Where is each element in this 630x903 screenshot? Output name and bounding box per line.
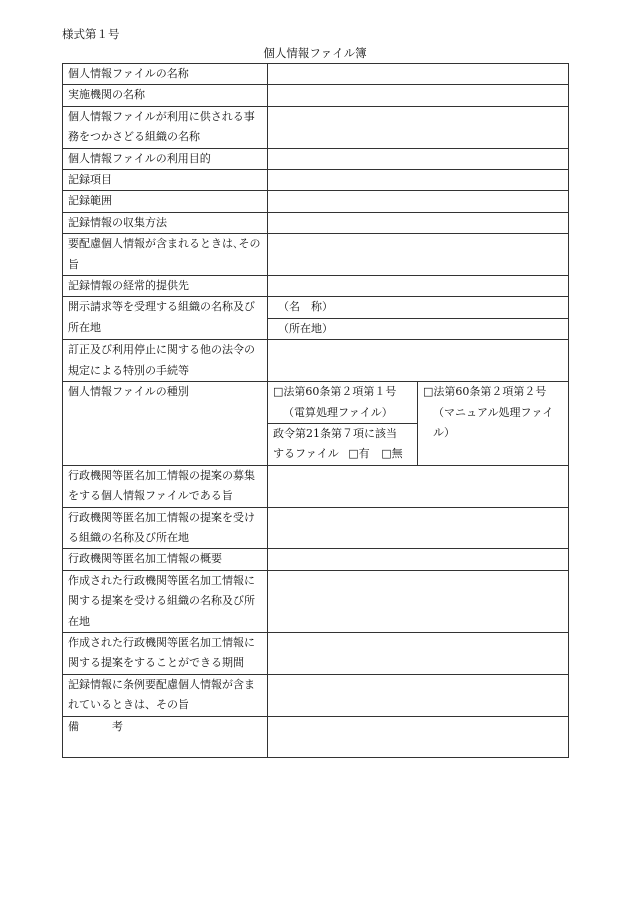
table-row: [63, 148, 569, 169]
file-type-computer-cell: [268, 382, 418, 466]
table-row: [63, 106, 569, 148]
value-cell-sensitive-info[interactable]: [268, 234, 569, 276]
value-cell-anonymized-overview[interactable]: [268, 549, 569, 570]
table-row: [63, 234, 569, 276]
row-label-agency-name: 実施機関の名称: [63, 85, 268, 106]
value-cell-purpose[interactable]: [268, 148, 569, 169]
manual-file-checkbox[interactable]: □法第60条第２項第２号: [423, 385, 547, 399]
table-row: [63, 85, 569, 106]
table-row: [63, 191, 569, 212]
cabinet-order-label-cont: するファイル: [273, 447, 339, 461]
row-label-remarks: 備 考: [63, 716, 268, 757]
computer-file-checkbox[interactable]: □法第60条第２項第１号: [273, 385, 397, 399]
table-row: [63, 340, 569, 382]
table-row: [63, 170, 569, 191]
page-title: 個人情報ファイル簿: [263, 46, 367, 60]
row-label-created-proposal-organization: 作成された行政機関等匿名加工情報に関する提案を受ける組織の名称及び所在地: [63, 570, 268, 632]
table-row: [63, 297, 569, 340]
value-cell-record-scope[interactable]: [268, 191, 569, 212]
value-cell-file-name[interactable]: [268, 64, 569, 85]
value-cell-created-proposal-organization[interactable]: [268, 570, 569, 632]
value-cell-regular-recipients[interactable]: [268, 276, 569, 297]
row-label-record-items: 記録項目: [63, 170, 268, 191]
row-label-responsible-organization: 個人情報ファイルが利用に供される事務をつかさどる組織の名称: [63, 106, 268, 148]
value-cell-agency-name[interactable]: [268, 85, 569, 106]
no-checkbox[interactable]: □無: [381, 447, 403, 461]
yes-checkbox[interactable]: □有: [348, 447, 370, 461]
row-label-proposal-receiving-organization: 行政機関等匿名加工情報の提案を受ける組織の名称及び所在地: [63, 507, 268, 549]
table-row: [63, 382, 569, 466]
cabinet-order-label: 政令第21条第７項に該当: [273, 426, 397, 440]
row-label-proposal-period: 作成された行政機関等匿名加工情報に関する提案をすることができる期間: [63, 632, 268, 674]
value-cell-special-procedures[interactable]: [268, 340, 569, 382]
computer-file-label: （電算処理ファイル）: [283, 405, 393, 419]
table-row: [63, 465, 569, 507]
manual-file-label: （マニュアル処理ファイル）: [433, 405, 554, 439]
organization-name-label: （名 称）: [278, 300, 333, 314]
row-label-record-scope: 記録範囲: [63, 191, 268, 212]
row-label-anonymized-proposal-solicitation: 行政機関等匿名加工情報の提案の募集をする個人情報ファイルである旨: [63, 465, 268, 507]
file-type-manual-cell: [418, 382, 569, 466]
row-label-purpose: 個人情報ファイルの利用目的: [63, 148, 268, 169]
row-label-special-procedures: 訂正及び利用停止に関する他の法令の規定による特別の手続等: [63, 340, 268, 382]
row-label-disclosure-organization: 開示請求等を受理する組織の名称及び所在地: [63, 297, 268, 340]
value-cell-collection-method[interactable]: [268, 212, 569, 233]
organization-address-label: （所在地）: [278, 321, 333, 335]
row-label-collection-method: 記録情報の収集方法: [63, 212, 268, 233]
table-row: [63, 570, 569, 632]
table-row: [63, 507, 569, 549]
value-cell-proposal-period[interactable]: [268, 632, 569, 674]
row-label-file-type: 個人情報ファイルの種別: [63, 382, 268, 466]
table-row: [63, 632, 569, 674]
row-label-file-name: 個人情報ファイルの名称: [63, 64, 268, 85]
personal-info-file-register-table: [62, 63, 569, 758]
table-row: [63, 64, 569, 85]
value-cell-disclosure-organization[interactable]: [268, 297, 569, 340]
table-row: [63, 212, 569, 233]
value-cell-remarks[interactable]: [268, 716, 569, 757]
table-row: [63, 276, 569, 297]
table-row: [63, 716, 569, 757]
row-label-regular-recipients: 記録情報の経常的提供先: [63, 276, 268, 297]
value-cell-ordinance-sensitive-info[interactable]: [268, 674, 569, 716]
row-label-sensitive-info: 要配慮個人情報が含まれるときは､その旨: [63, 234, 268, 276]
row-label-ordinance-sensitive-info: 記録情報に条例要配慮個人情報が含まれているときは、その旨: [63, 674, 268, 716]
value-cell-record-items[interactable]: [268, 170, 569, 191]
value-cell-anonymized-proposal-solicitation[interactable]: [268, 465, 569, 507]
row-label-anonymized-overview: 行政機関等匿名加工情報の概要: [63, 549, 268, 570]
value-cell-proposal-receiving-organization[interactable]: [268, 507, 569, 549]
value-cell-responsible-organization[interactable]: [268, 106, 569, 148]
table-row: [63, 674, 569, 716]
form-number: 様式第１号: [62, 27, 120, 41]
table-row: [63, 549, 569, 570]
